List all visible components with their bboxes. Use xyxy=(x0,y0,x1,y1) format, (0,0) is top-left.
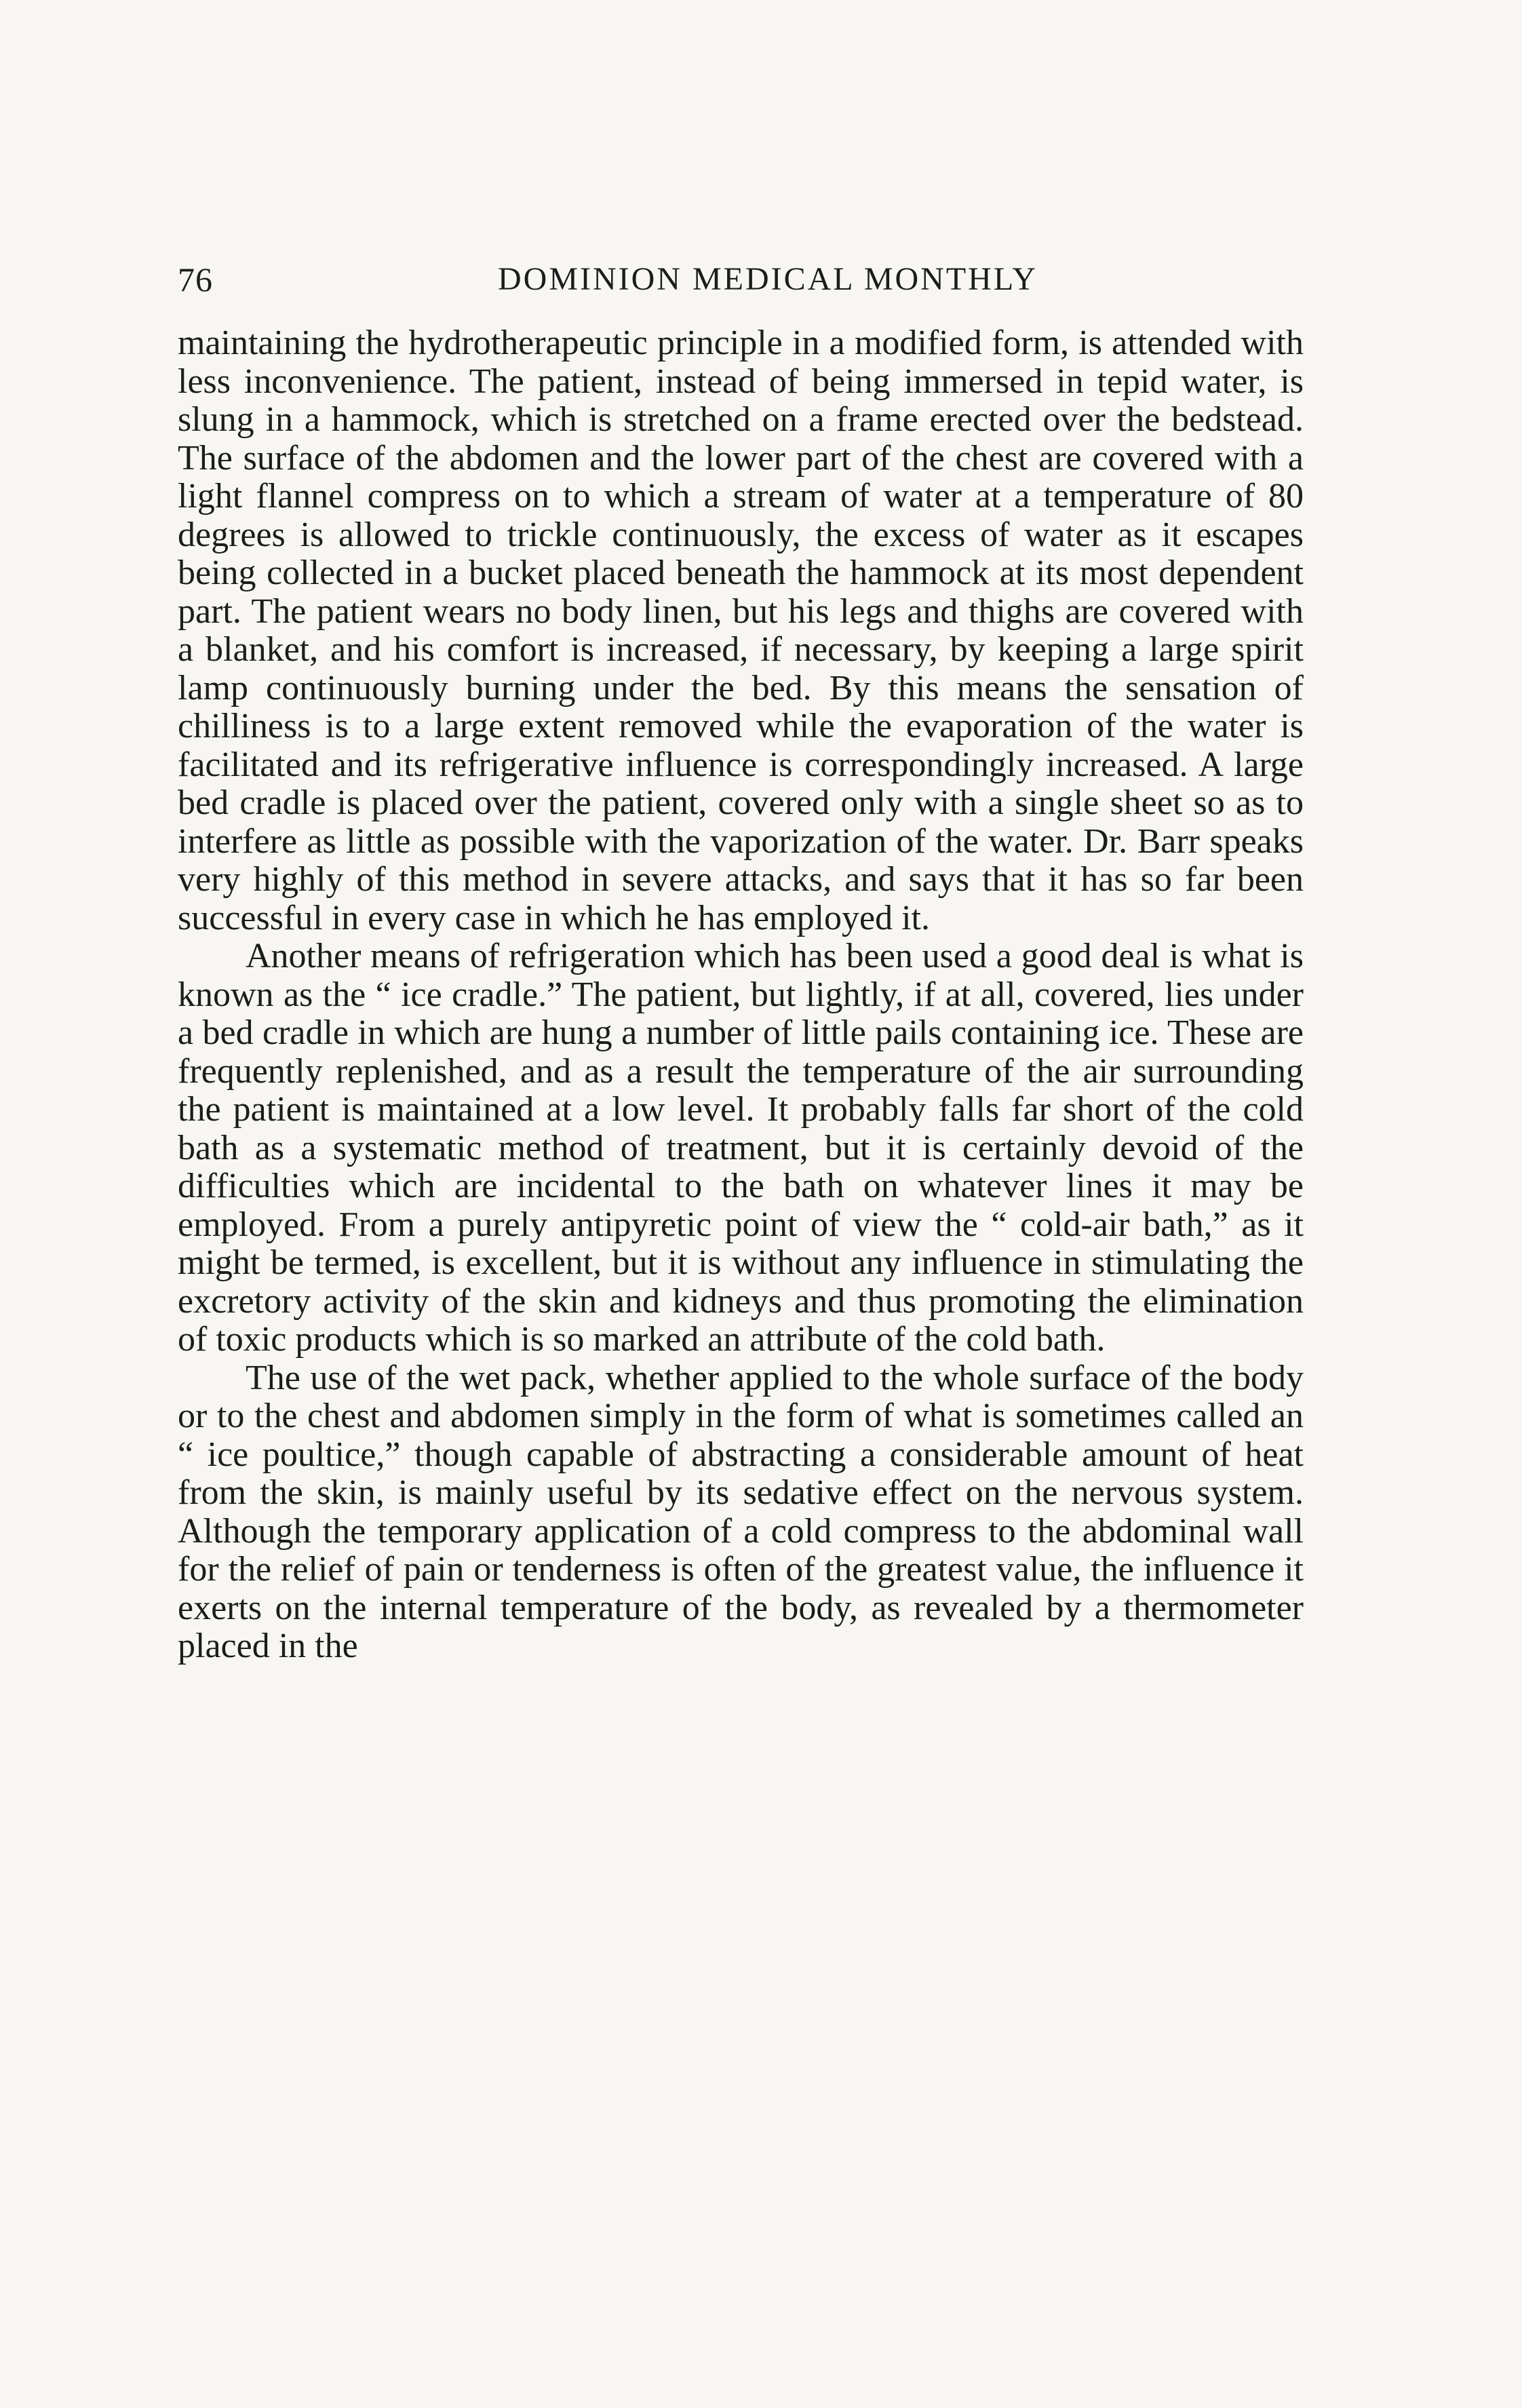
page-number: 76 xyxy=(178,260,213,298)
body-text xyxy=(178,324,1304,1666)
paragraph-continued: maintaining the hydrotherapeutic principle in a modified form, is attended with less inconvenience. The patient, instead of being immersed in tepid water, is slung in a hammock, which is stretched on a frame erected over the bedstead. The surface of the abdomen and the lower part of the chest are covered with a light flannel compress on to which a stream of water at a temperature of 80 degrees is allowed to trickle continuously, the excess of water as it escapes being collected in a bucket placed beneath the hammock at its most dependent part. The patient wears no body linen, but his legs and thighs are covered with a blanket, and his comfort is increased, if necessary, by keeping a large spirit lamp continuously burning under the bed. By this means the sensation of chilliness is to a large extent removed while the evaporation of the water is facilitated and its refrigerative influence is correspondingly increased. A large bed cradle is placed over the patient, covered only with a single sheet so as to interfere as little as possible with the vaporization of the water. Dr. Barr speaks very highly of this method in severe attacks, and says that it has so far been successful in every case in which he has employed it. xyxy=(178,324,1304,937)
paragraph-ice-cradle: Another means of refrigeration which has been used a good deal is what is known as the “ ice cradle.” The patient, but lightly, if at all, covered, lies under a bed cradle in which are hung a number of little pails containing ice. These are frequently replenished, and as a result the temperature of the air surrounding the patient is maintained at a low level. It probably falls far short of the cold bath as a systematic method of treatment, but it is certainly devoid of the difficulties which are incidental to the bath on whatever lines it may be employed. From a purely antipyretic point of view the “ cold-air bath,” as it might be termed, is excellent, but it is without any influence in stimulating the excretory activity of the skin and kidneys and thus promoting the elimination of toxic products which is so marked an attribute of the cold bath. xyxy=(178,937,1304,1359)
paragraph-wet-pack: The use of the wet pack, whether applied to the whole surface of the body or to the chest and abdomen simply in the form of what is sometimes called an “ ice poultice,” though capable of abstracting a considerable amount of heat from the skin, is mainly useful by its sedative effect on the nervous system. Although the temporary application of a cold compress to the abdominal wall for the relief of pain or tenderness is often of the greatest value, the influence it exerts on the internal temperature of the body, as revealed by a thermometer placed in the xyxy=(178,1358,1304,1665)
running-title: DOMINION MEDICAL MONTHLY xyxy=(497,261,1038,297)
running-header xyxy=(178,252,1304,307)
